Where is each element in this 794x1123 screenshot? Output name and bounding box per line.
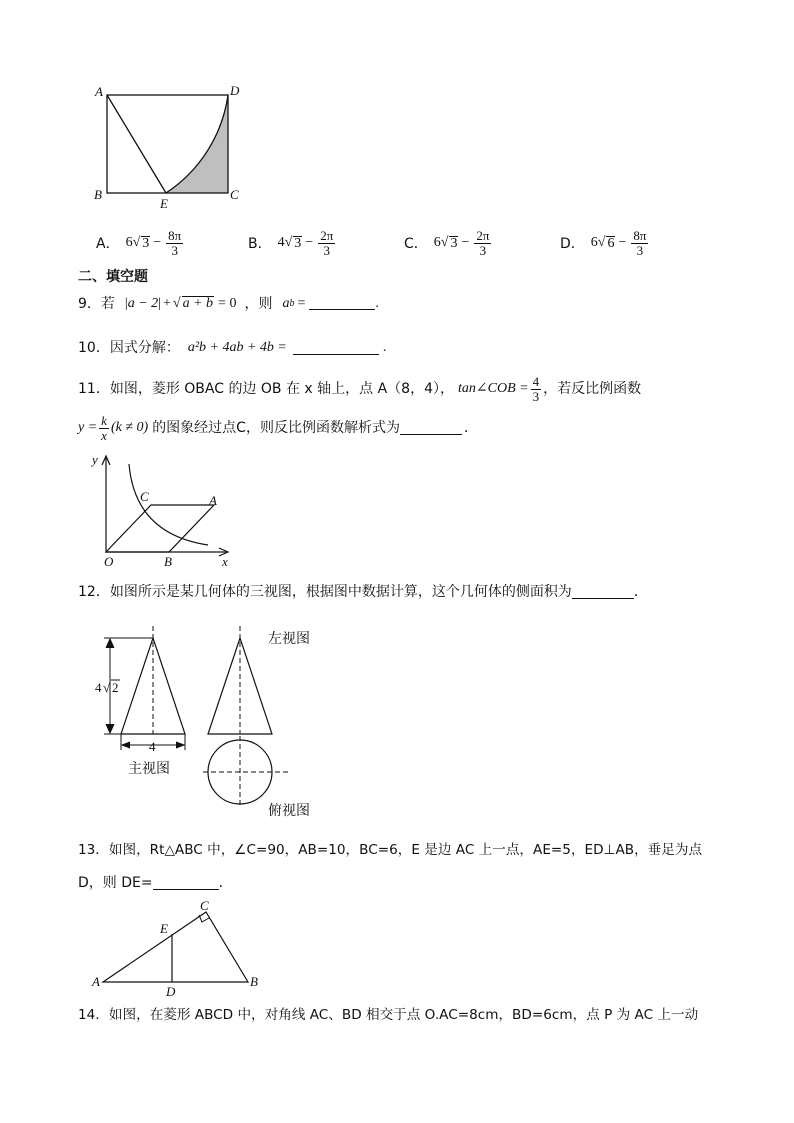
minus-sign: − [461, 235, 470, 251]
radical-sign: √ [172, 295, 181, 311]
q9-ans-exp: b [289, 297, 295, 309]
q11-end: ． [463, 420, 478, 436]
q9-then: ，则 [244, 295, 273, 312]
option-coef: 6 [590, 235, 598, 251]
radical-sign: √ [597, 235, 606, 251]
radical-sign: √ [284, 235, 293, 251]
q9-ans-base: a [282, 295, 290, 311]
q9-end: . [375, 295, 379, 311]
label-b: B [164, 554, 172, 569]
q11-text-a: 11．如图，菱形 OBAC 的边 OB 在 x 轴上，点 A（8，4）， [78, 381, 454, 397]
q11-func-cond: (k ≠ 0) [110, 420, 149, 435]
q9-abs: |a − 2| [124, 295, 161, 311]
question-11-line1 [78, 373, 642, 404]
front-view-caption: 主视图 [128, 761, 170, 777]
q9-eq: = 0 [218, 295, 237, 311]
segment-ae [107, 95, 166, 193]
minus-sign: − [618, 235, 627, 251]
height-label-radicand: 2 [112, 680, 119, 695]
question-12 [78, 585, 648, 599]
height-label-radical: √ [103, 680, 111, 695]
question-10 [78, 341, 386, 355]
base-arrow-right [176, 742, 184, 748]
question-9 [78, 296, 379, 311]
q12-figure [88, 624, 348, 824]
q11-figure [88, 452, 238, 570]
top-view-caption: 俯视图 [268, 803, 310, 819]
option-fraction: $\frac{8\pi}{3}$ [168, 228, 182, 258]
option-letter: C． [404, 236, 428, 253]
q8-option-c[interactable] [404, 229, 493, 257]
q11-tan: tan∠COB = [458, 381, 529, 396]
radical-sign: √ [132, 235, 141, 251]
q10-expr: a²b + 4ab + 4b = [187, 340, 287, 355]
option-letter: B． [248, 236, 272, 253]
height-arrow-bottom [106, 724, 114, 733]
label-x: x [222, 554, 228, 569]
shaded-region [166, 95, 228, 193]
question-14-line1: 14．如图，在菱形 ABCD 中，对角线 AC、BD 相交于点 O.AC=8cm，BD=6cm，点 P 为 AC 上一动 [78, 1007, 699, 1023]
label-a: A [209, 493, 217, 508]
q8-option-d[interactable] [560, 229, 650, 257]
q10-answer-blank[interactable] [293, 342, 379, 355]
label-o: O [104, 554, 114, 569]
q12-end: ． [633, 584, 648, 600]
label-d: D [230, 83, 240, 98]
q9-sqrt: a + b [182, 296, 214, 311]
option-fraction: $\frac{8\pi}{3}$ [633, 228, 647, 258]
option-fraction: $\frac{2\pi}{3}$ [320, 228, 334, 258]
q9-ans-eq: = [297, 295, 306, 311]
plus-sign: + [163, 295, 171, 311]
question-13-line1: 13．如图，Rt△ABC 中，∠C=90，AB=10，BC=6，E 是边 AC 上一点，AE=5，ED⊥AB，垂足为点 [78, 842, 703, 858]
label-e: E [160, 921, 168, 936]
q8-option-b[interactable] [248, 229, 337, 257]
option-coef: 6 [125, 235, 133, 251]
q11-func-fraction: $\frac{k}{x}$ [101, 412, 107, 443]
base-label: 4 [149, 739, 156, 754]
rhombus-obac [106, 505, 214, 552]
option-radicand: 3 [450, 235, 458, 251]
label-b: B [94, 187, 102, 202]
q10-number: 10．因式分解： [78, 340, 180, 356]
height-label-coef: 4 [95, 680, 102, 695]
question-13-line2 [78, 876, 233, 890]
minus-sign: − [153, 235, 162, 251]
option-radicand: 3 [142, 235, 150, 251]
q8-figure [88, 82, 248, 210]
label-c: C [230, 187, 239, 202]
label-a: A [92, 974, 100, 989]
q11-answer-blank[interactable] [400, 422, 462, 435]
question-11-line2 [78, 414, 478, 442]
label-b: B [250, 974, 258, 989]
option-letter: A． [96, 236, 120, 253]
q11-func-y: y = [78, 420, 98, 435]
label-c: C [140, 489, 149, 504]
radical-sign: √ [440, 235, 449, 251]
q9-number: 9．若 [78, 295, 115, 312]
label-c: C [200, 898, 209, 913]
q13-answer-blank[interactable] [153, 877, 219, 890]
q13-figure [88, 896, 268, 1000]
q8-option-a[interactable] [96, 229, 185, 257]
minus-sign: − [305, 235, 314, 251]
option-fraction: $\frac{2\pi}{3}$ [476, 228, 490, 258]
option-radicand: 6 [607, 235, 615, 251]
base-arrow-left [122, 742, 130, 748]
q12-answer-blank[interactable] [572, 586, 634, 599]
q12-text: 12．如图所示是某几何体的三视图，根据图中数据计算，这个几何体的侧面积为 [78, 584, 572, 600]
height-arrow-top [106, 639, 114, 648]
q13-end: ． [218, 875, 233, 891]
option-letter: D． [560, 236, 585, 253]
label-d: D [166, 984, 176, 999]
q9-answer-blank[interactable] [309, 297, 375, 310]
label-e: E [160, 196, 168, 210]
q11-text-2: 的图象经过点C，则反比例函数解析式为 [152, 420, 400, 436]
option-coef: 6 [433, 235, 441, 251]
q11-tan-fraction: $\frac{4}{3}$ [532, 373, 540, 404]
q10-end: . [382, 340, 387, 355]
option-radicand: 3 [294, 235, 302, 251]
left-view-caption: 左视图 [268, 631, 310, 647]
q13-text-2: D，则 DE= [78, 875, 153, 891]
option-coef: 4 [277, 235, 285, 251]
label-y: y [92, 452, 98, 467]
q11-text-b: ，若反比例函数 [543, 381, 642, 397]
section-heading: 二、填空题 [78, 269, 148, 285]
triangle-abc [103, 912, 248, 982]
label-a: A [95, 84, 103, 99]
